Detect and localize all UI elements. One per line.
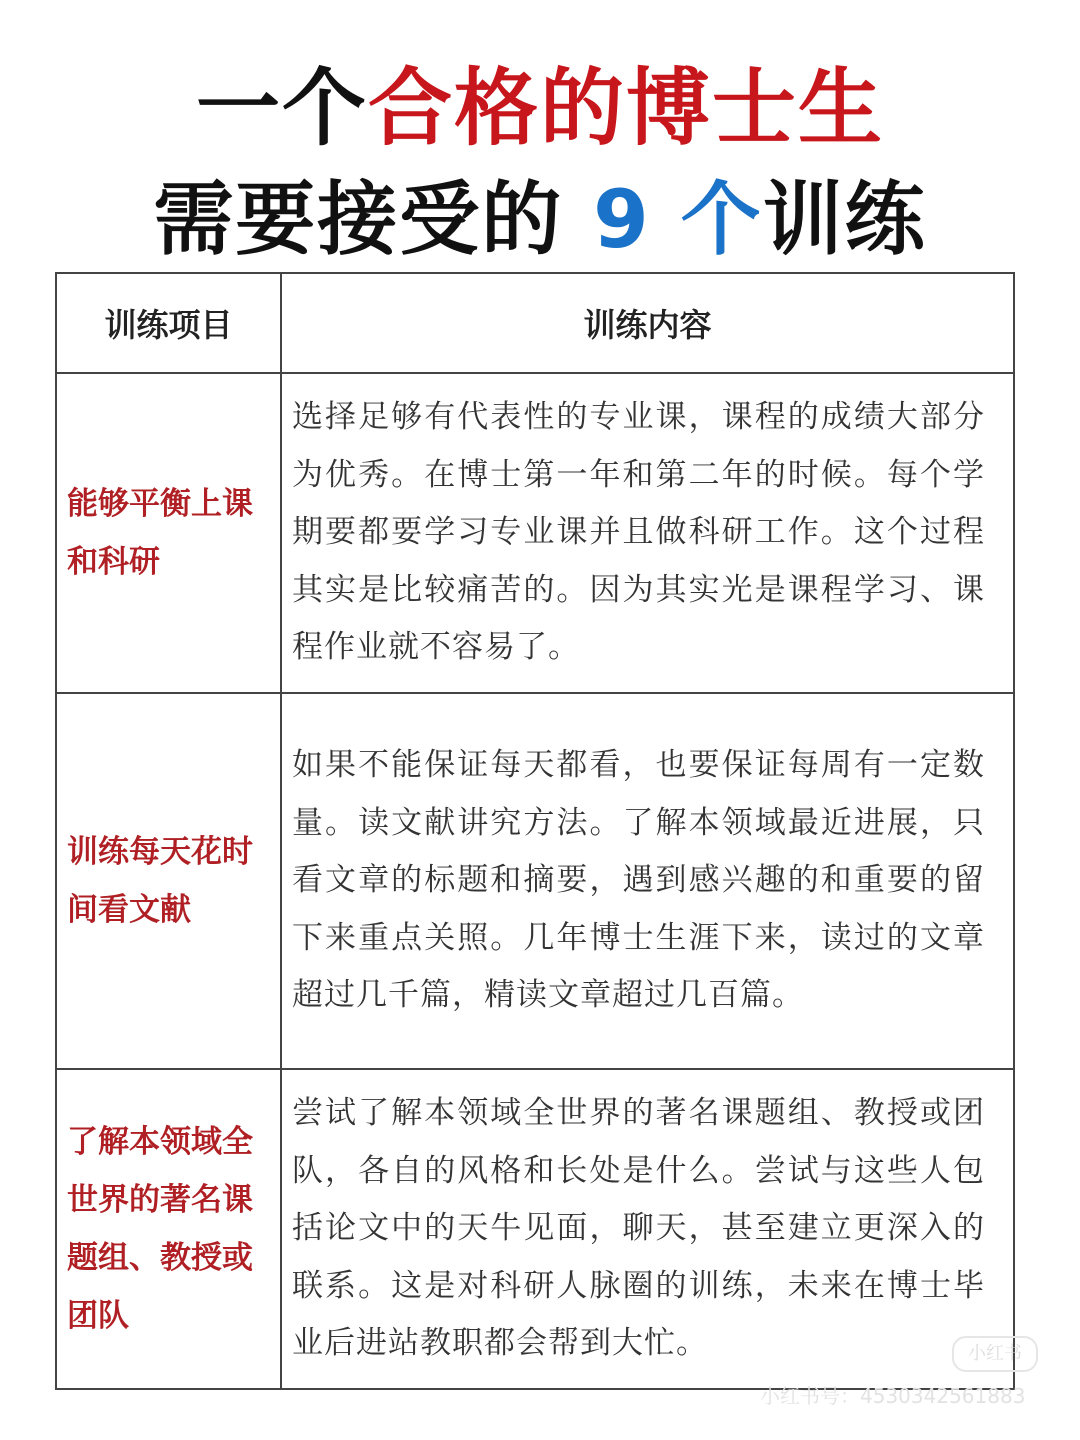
training-item: 了解本领域全世界的著名课题组、教授或团队 xyxy=(56,1069,281,1389)
header-training-content: 训练内容 xyxy=(281,273,1014,373)
training-item: 能够平衡上课和科研 xyxy=(56,373,281,693)
title-line-2-suffix: 训练 xyxy=(762,173,927,266)
title-line-1 xyxy=(0,58,1080,158)
training-content: 如果不能保证每天都看，也要保证每周有一定数量。读文献讲究方法。了解本领域最近进展，只看文章的标题和摘要，遇到感兴趣的和重要的留下来重点关照。几年博士生涯下来，读过的文章超过几千篇，精读文章超过几百篇。 xyxy=(281,693,1014,1069)
training-content: 尝试了解本领域全世界的著名课题组、教授或团队，各自的风格和长处是什么。尝试与这些人包括论文中的天牛见面，聊天，甚至建立更深入的联系。这是对科研人脉圈的训练，未来在博士毕业后进站教职都会帮到大忙。 xyxy=(281,1069,1014,1389)
header-training-item: 训练项目 xyxy=(56,273,281,373)
table-row xyxy=(56,373,1014,693)
title-line-2 xyxy=(0,172,1080,268)
title-line-1-highlight: 合格的博士生 xyxy=(368,59,885,157)
watermark-logo: 小红书 xyxy=(952,1336,1038,1372)
watermark-id: 小红书号：4530342561883 xyxy=(760,1384,1026,1408)
table-row xyxy=(56,1069,1014,1389)
title-line-2-highlight: 9 个 xyxy=(593,173,763,266)
title-line-1-prefix: 一个 xyxy=(195,59,368,157)
training-item: 训练每天花时间看文献 xyxy=(56,693,281,1069)
training-content: 选择足够有代表性的专业课，课程的成绩大部分为优秀。在博士第一年和第二年的时候。每个学期要都要学习专业课并且做科研工作。这个过程其实是比较痛苦的。因为其实光是课程学习、课程作业就不容易了。 xyxy=(281,373,1014,693)
title-line-2-prefix: 需要接受的 xyxy=(153,173,594,266)
training-table xyxy=(55,272,1015,1390)
table-row xyxy=(56,693,1014,1069)
table-header-row xyxy=(56,273,1014,373)
